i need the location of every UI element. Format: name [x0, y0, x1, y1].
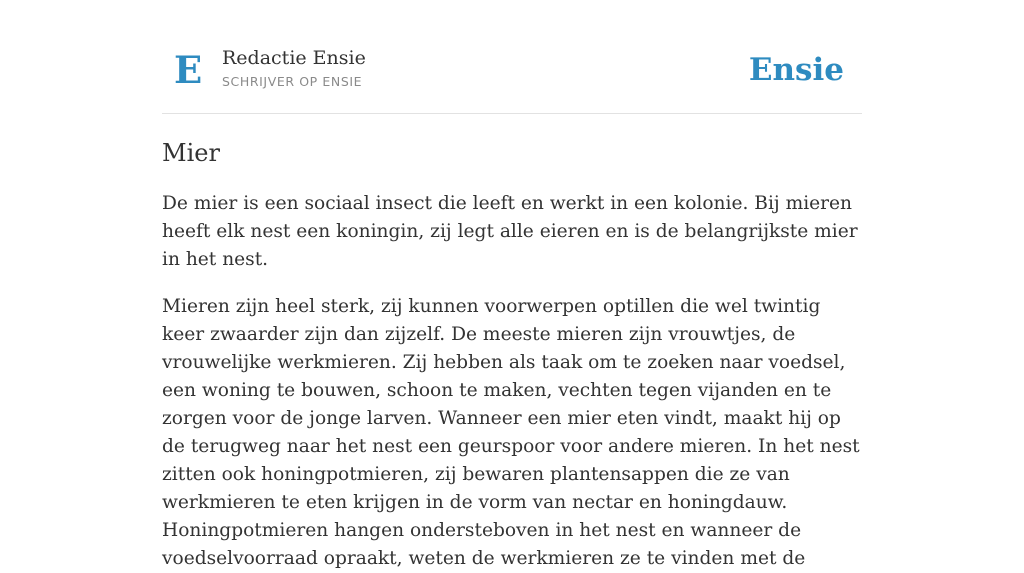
article-body — [162, 190, 862, 573]
author-header — [162, 0, 862, 114]
author-avatar[interactable]: E — [174, 48, 203, 92]
article-title: Mier — [162, 139, 220, 167]
page — [162, 0, 862, 573]
author-role: SCHRIJVER OP ENSIE — [222, 74, 363, 89]
author-name[interactable]: Redactie Ensie — [222, 47, 366, 69]
article-paragraph: De mier is een sociaal insect die leeft en werkt in een kolonie. Bij mieren heeft elk nest een koningin, zij legt alle eieren en is de belangrijkste mier in het nest. — [162, 193, 858, 270]
article-paragraph: Mieren zijn heel sterk, zij kunnen voorwerpen optillen die wel twintig keer zwaarder zijn dan zijzelf. De meeste mieren zijn vrouwtjes, de vrouwelijke werkmieren. Zij hebben als taak om te zoeken naar voedsel, een woning te bouwen, schoon te maken, vechten tegen vijanden en te zorgen voor de jonge larven. Wanneer een mier eten vindt, maakt hij op de terugweg naar het nest een geurspoor voor andere mieren. In het nest zitten ook honingpotmieren, zij bewaren plantensappen die ze van werkmieren te eten krijgen in de vorm van nectar en honingdauw. Honingpotmieren hangen ondersteboven in het nest en wanneer de voedselvoorraad opraakt, weten de werkmieren ze te vinden met de — [162, 296, 860, 569]
brand-logo[interactable]: Ensie — [748, 52, 844, 88]
